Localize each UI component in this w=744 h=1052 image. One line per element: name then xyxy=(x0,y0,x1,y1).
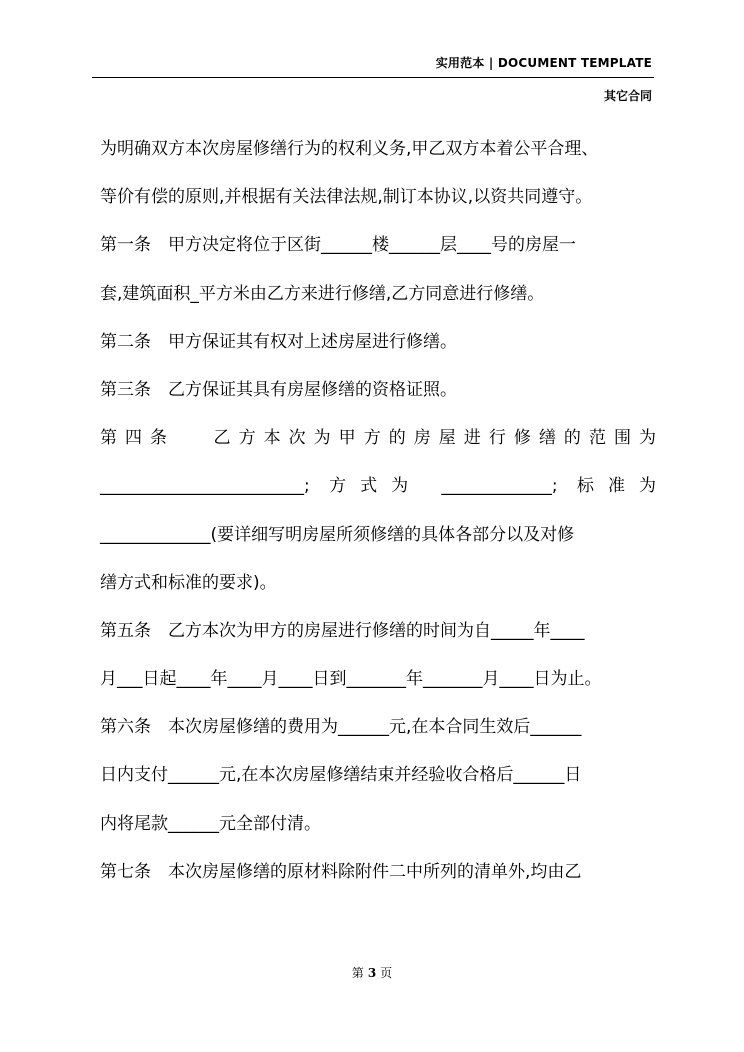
page-prefix: 第 xyxy=(351,966,364,980)
paragraph-line: 第二条 甲方保证其有权对上述房屋进行修缮。 xyxy=(100,331,457,352)
paragraph-line: 套,建筑面积_平方米由乙方来进行修缮,乙方同意进行修缮。 xyxy=(100,283,545,304)
page-suffix: 页 xyxy=(380,966,393,980)
paragraph-line: 为明确双方本次房屋修缮行为的权利义务,甲乙双方本着公平合理、 xyxy=(100,139,599,159)
paragraph-line: 内将尾款______元全部付清。 xyxy=(100,813,321,834)
header-category: 其它合同 xyxy=(603,89,652,103)
paragraph-line: 日内支付______元,在本次房屋修缮结束并经验收合格后______日 xyxy=(100,765,582,786)
paragraph-line: 第三条 乙方保证其具有房屋修缮的资格证照。 xyxy=(100,379,457,400)
document-body xyxy=(100,137,656,908)
paragraph-line: 第四条 乙方本次为甲方的房屋进行修缮的范围为 xyxy=(100,428,656,449)
paragraph-line: 第一条 甲方决定将位于区街______楼______层____号的房屋一 xyxy=(100,235,576,256)
paragraph-line: _____________(要详细写明房屋所须修缮的具体各部分以及对修 xyxy=(100,524,575,545)
paragraph-line: 第六条 本次房屋修缮的费用为______元,在本合同生效后______ xyxy=(100,717,582,738)
paragraph-line: 缮方式和标准的要求)。 xyxy=(100,572,277,593)
header-divider xyxy=(92,77,654,78)
page-footer xyxy=(0,964,744,981)
paragraph-line: 第五条 乙方本次为甲方的房屋进行修缮的时间为自_____年____ xyxy=(100,620,585,641)
paragraph-line: 月___日起____年____月____日到_______年_______月____日为止。 xyxy=(100,669,602,690)
header-title: 实用范本 | DOCUMENT TEMPLATE xyxy=(435,56,652,70)
paragraph-line: 等价有偿的原则,并根据有关法律法规,制订本协议,以资共同遵守。 xyxy=(100,187,593,208)
page-number: 3 xyxy=(367,966,377,980)
paragraph-line: 第七条 本次房屋修缮的原材料除附件二中所列的清单外,均由乙 xyxy=(100,861,582,882)
paragraph-line: ________________________; 方式为 _____________; 标准为 xyxy=(100,476,656,497)
